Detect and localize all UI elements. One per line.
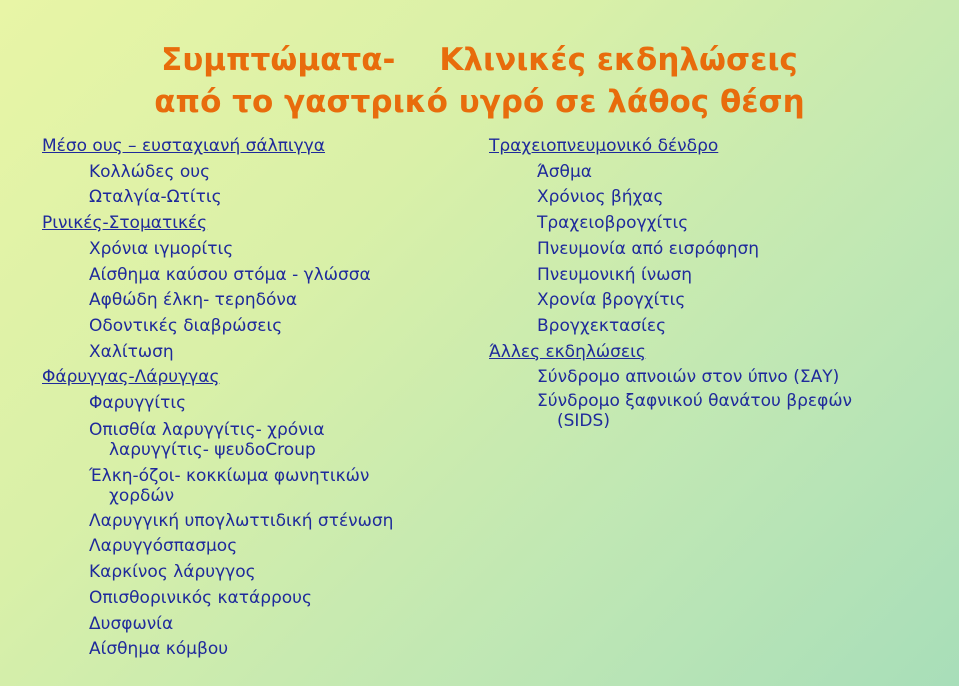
list-item: Αφθώδη έλκη- τερηδόνα (89, 290, 298, 311)
list-item: Άσθμα (537, 161, 592, 182)
list-item (42, 463, 442, 509)
list-item-line: Οπισθία λαρυγγίτις- χρόνια (89, 419, 325, 440)
list-item-line: Έλκη-όζοι- κοκκίωμα φωνητικών (89, 465, 370, 486)
heading-other-manifestations: Άλλες εκδηλώσεις (489, 341, 646, 362)
list-item (489, 391, 949, 434)
list-item: Χρονία βρογχίτις (537, 290, 686, 311)
list-item-continuation: λαρυγγίτις- ψευδοCroup (109, 439, 316, 460)
list-item: Λαρυγγόσπασμος (89, 536, 238, 557)
list-item: Σύνδρομο απνοιών στον ύπνο (ΣΑΥ) (537, 367, 840, 388)
heading-nasal-oral: Ρινικές-Στοματικές (42, 213, 208, 234)
list-item: Χρόνιος βήχας (537, 187, 664, 208)
list-item: Αίσθημα καύσου στόμα - γλώσσα (89, 264, 371, 285)
list-item: Βρογχεκτασίες (537, 315, 667, 336)
list-item: Πνευμονία από εισρόφηση (537, 238, 760, 259)
right-column (489, 134, 949, 434)
list-item-continuation: (SIDS) (557, 411, 610, 432)
list-item: Ωταλγία-Ωτίτις (89, 187, 222, 208)
list-item: Τραχειοβρογχίτις (537, 213, 689, 234)
heading-middle-ear: Μέσο ους – ευσταχιανή σάλπιγγα (42, 136, 326, 156)
left-column (42, 134, 442, 663)
list-item: Λαρυγγική υπογλωττιδική στένωση (89, 510, 394, 531)
list-item: Αίσθημα κόμβου (89, 639, 229, 660)
list-item: Χαλίτωση (89, 341, 174, 362)
list-item: Οπισθορινικός κατάρρους (89, 587, 313, 608)
list-item-continuation: χορδών (109, 485, 175, 506)
list-item: Κολλώδες ους (89, 161, 211, 182)
title-line-1 (0, 42, 959, 78)
heading-pharynx-larynx: Φάρυγγας-Λάρυγγας (42, 367, 220, 388)
list-item-line: Σύνδρομο ξαφνικού θανάτου βρεφών (537, 391, 853, 412)
list-item: Δυσφωνία (89, 613, 174, 634)
heading-tracheobronchial: Τραχειοπνευμονικό δένδρο (489, 136, 719, 156)
list-item: Καρκίνος λάρυγγος (89, 562, 256, 583)
list-item: Φαρυγγίτις (89, 393, 187, 414)
title-line-2: από το γαστρικό υγρό σε λάθος θέση (154, 84, 805, 120)
list-item: Χρόνια ιγμορίτις (89, 238, 234, 259)
title-symptoms: Συμπτώματα- (161, 42, 396, 78)
title-clinical: Κλινικές εκδηλώσεις (439, 42, 798, 78)
list-item: Πνευμονική ίνωση (537, 264, 693, 285)
list-item (42, 417, 442, 463)
list-item: Οδοντικές διαβρώσεις (89, 315, 283, 336)
